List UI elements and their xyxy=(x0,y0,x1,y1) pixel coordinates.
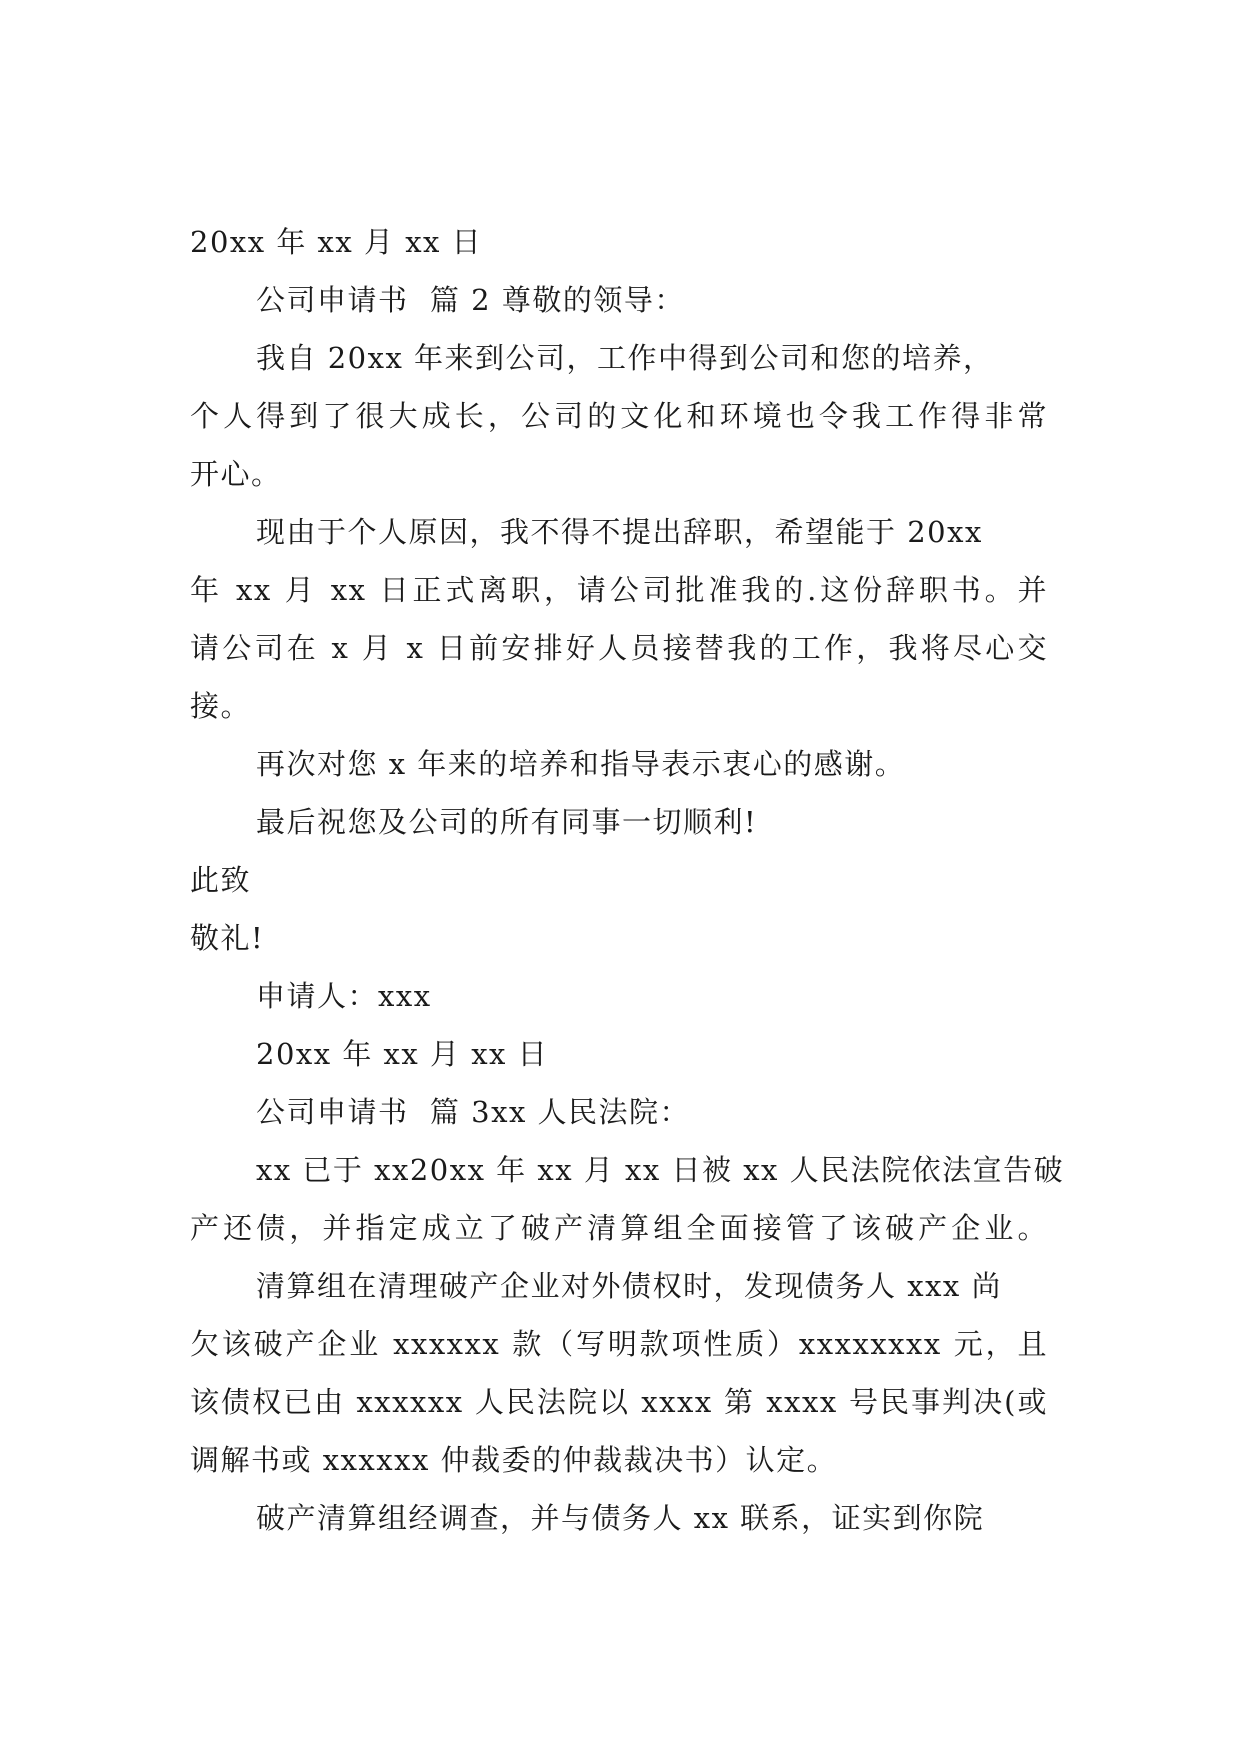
section-heading-3: 公司申请书 篇 3xx 人民法院： xyxy=(256,1095,691,1129)
closing-line: 此致 xyxy=(190,863,252,897)
paragraph-line: 清算组在清理破产企业对外债权时，发现债务人 xxx 尚 xyxy=(256,1269,1003,1303)
date-line: 20xx 年 xx 月 xx 日 xyxy=(190,225,483,259)
paragraph-line: 再次对您 x 年来的培养和指导表示衷心的感谢。 xyxy=(256,747,906,781)
paragraph-line: 调解书或 xxxxxx 仲裁委的仲裁裁决书）认定。 xyxy=(190,1443,838,1477)
paragraph-line: 现由于个人原因，我不得不提出辞职，希望能于 20xx xyxy=(256,515,983,549)
paragraph-line: 接。 xyxy=(190,689,252,723)
paragraph-line: 欠该破产企业 xxxxxx 款（写明款项性质）xxxxxxxx 元，且 xyxy=(190,1327,1048,1361)
paragraph-line: 产还债，并指定成立了破产清算组全面接管了该破产企业。 xyxy=(190,1211,1048,1245)
paragraph-line: 该债权已由 xxxxxx 人民法院以 xxxx 第 xxxx 号民事判决(或 xyxy=(190,1385,1048,1419)
paragraph-line: 我自 20xx 年来到公司，工作中得到公司和您的培养， xyxy=(256,341,994,375)
paragraph-line: 破产清算组经调查，并与债务人 xx 联系，证实到你院 xyxy=(256,1501,985,1535)
section-heading-2: 公司申请书 篇 2 尊敬的领导： xyxy=(256,283,685,317)
date-line: 20xx 年 xx 月 xx 日 xyxy=(256,1037,549,1071)
paragraph-line: 个人得到了很大成长，公司的文化和环境也令我工作得非常 xyxy=(190,399,1048,433)
paragraph-line: xx 已于 xx20xx 年 xx 月 xx 日被 xx 人民法院依法宣告破 xyxy=(256,1153,1065,1187)
paragraph-line: 最后祝您及公司的所有同事一切顺利! xyxy=(256,805,758,839)
paragraph-line: 年 xx 月 xx 日正式离职，请公司批准我的.这份辞职书。并 xyxy=(190,573,1048,607)
paragraph-line: 请公司在 x 月 x 日前安排好人员接替我的工作，我将尽心交 xyxy=(190,631,1048,665)
signature-line: 申请人：xxx xyxy=(256,979,432,1013)
paragraph-line: 开心。 xyxy=(190,457,282,491)
closing-line: 敬礼! xyxy=(190,921,265,955)
